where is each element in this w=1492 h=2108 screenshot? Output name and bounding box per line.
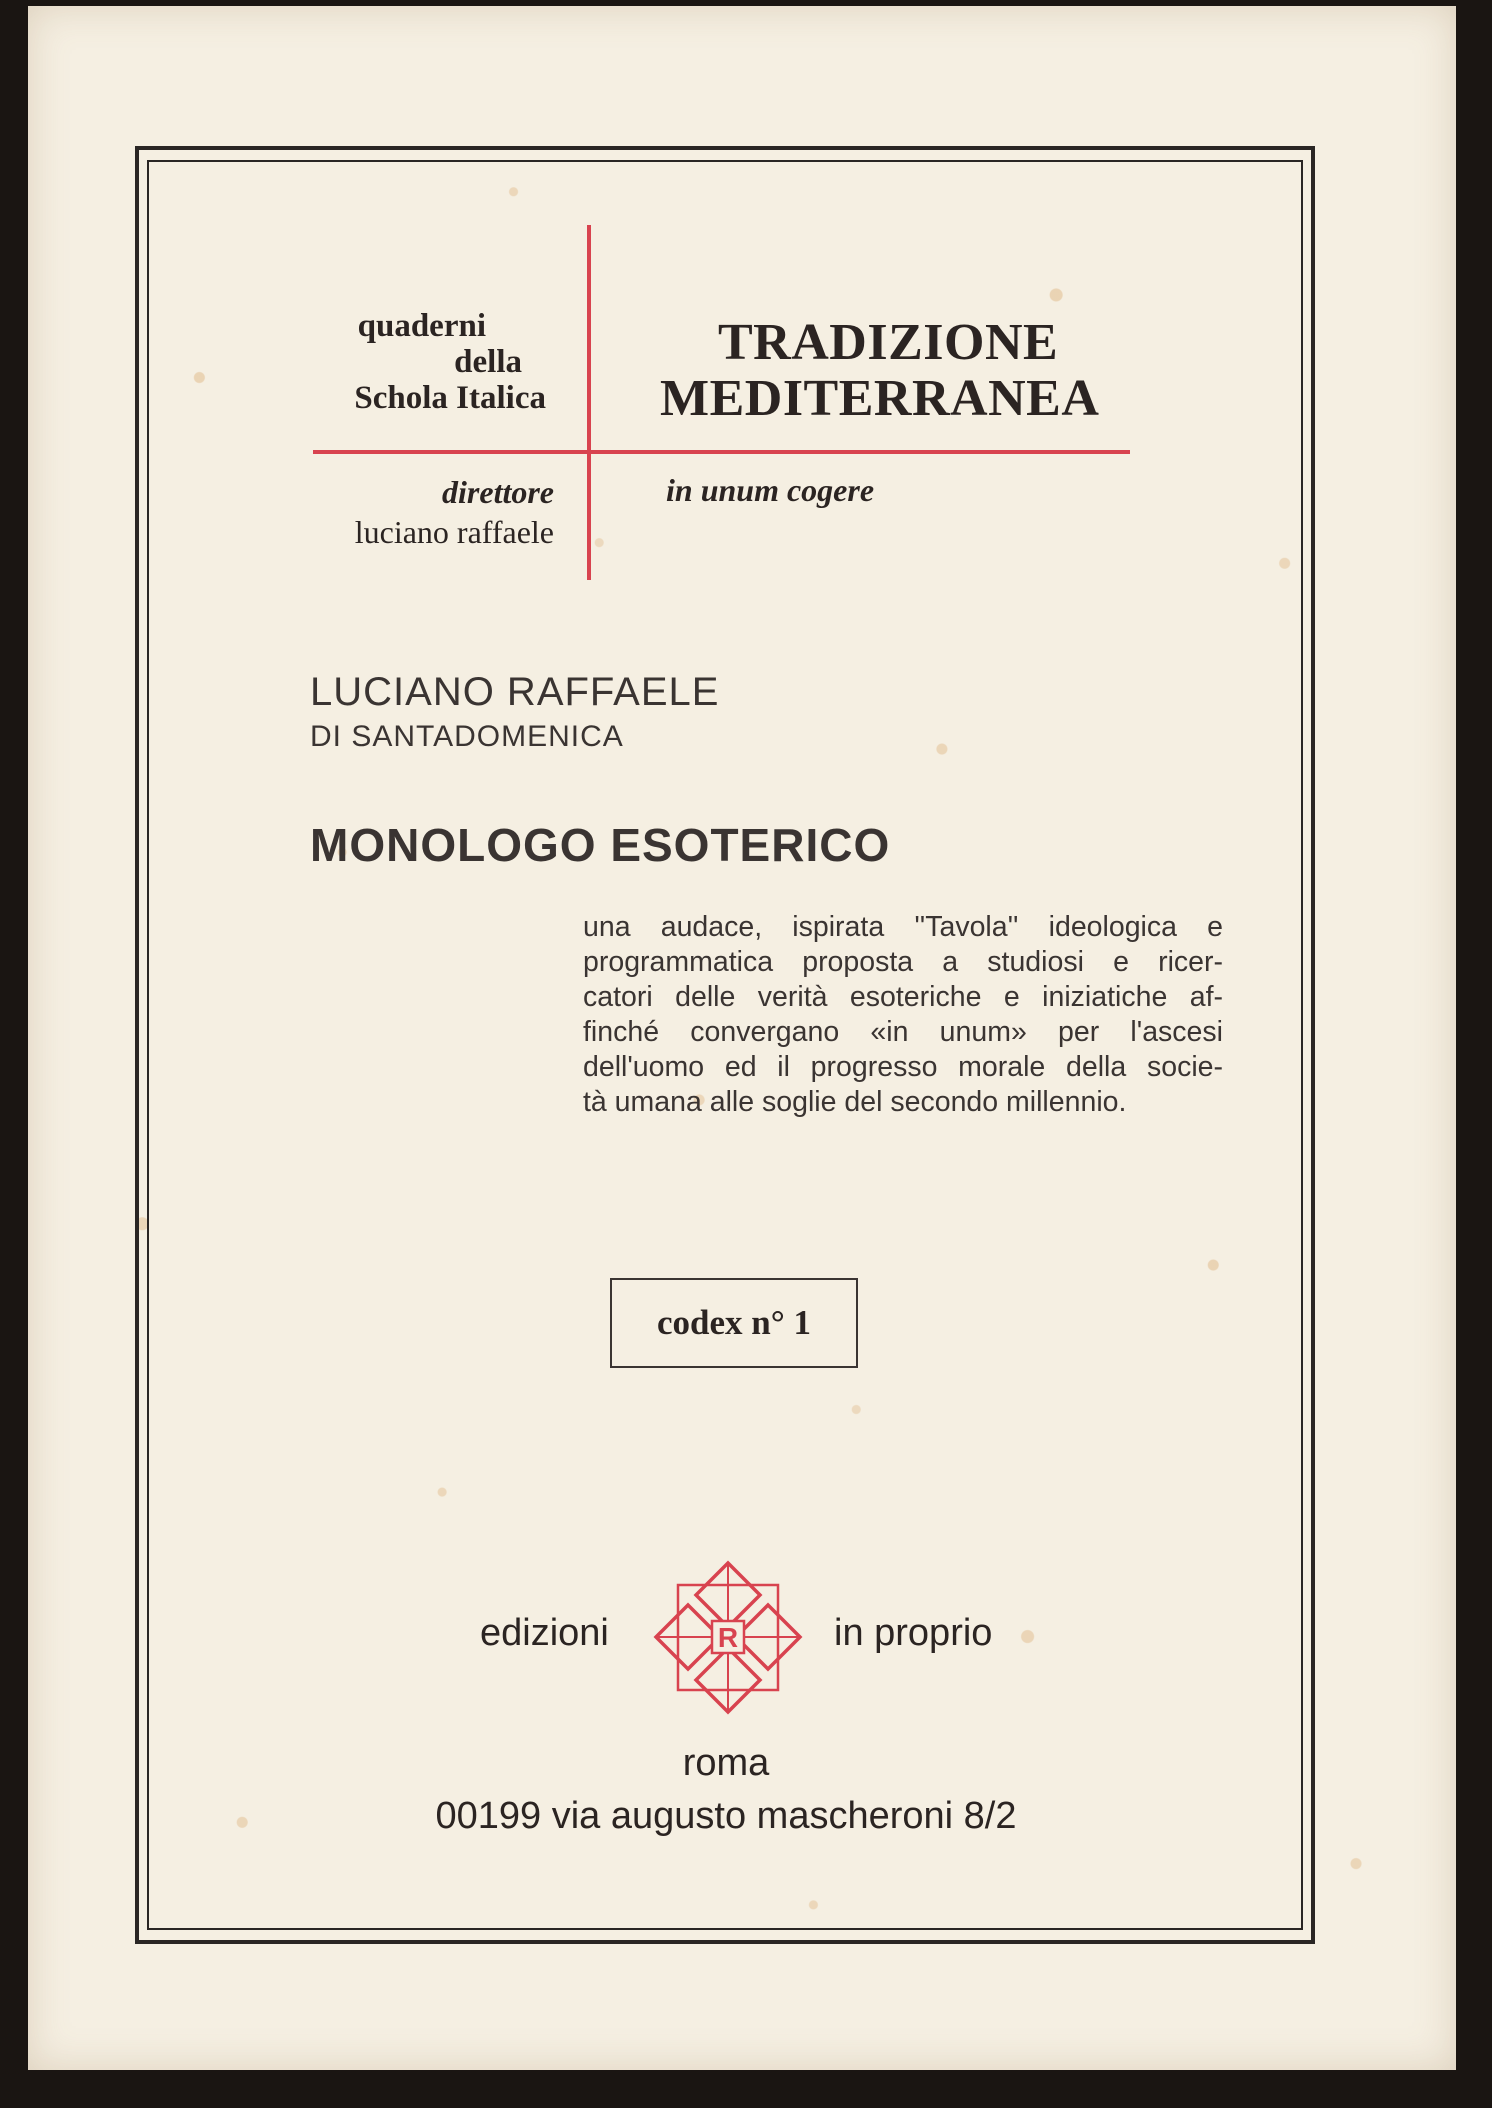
publisher-right-label: in proprio [834,1612,993,1654]
series-line-2: della [454,344,522,380]
publisher-city: roma [682,1742,770,1784]
description-line: finché convergano «in unum» per l'ascesi [583,1016,1223,1048]
journal-title [660,315,1180,427]
author-origin: DI SANTADOMENICA [310,720,624,753]
director-role: direttore [442,474,554,510]
red-vertical-rule [587,225,591,580]
author-name: LUCIANO RAFFAELE [310,670,720,714]
book-title: MONOLOGO ESOTERICO [310,819,891,871]
director-name: luciano raffaele [354,514,554,550]
series-line-1: quaderni [357,308,486,344]
description-line: tà umana alle soglie del secondo millennio. [583,1086,1127,1118]
journal-motto: in unum cogere [666,472,875,508]
codex-box: codex n° 1 [610,1278,858,1368]
description-line: dell'uomo ed il progresso morale della socie- [583,1051,1223,1083]
series-line-3: Schola Italica [354,380,546,416]
series-name [310,308,546,416]
journal-title-line-2: MEDITERRANEA [660,370,1100,427]
description-line: programmatica proposta a studiosi e ricer- [583,946,1223,978]
description-line: catori delle verità esoteriche e iniziatiche af- [583,981,1223,1013]
publisher-left-label: edizioni [480,1612,609,1654]
publisher-logo-icon [648,1555,808,1720]
description-line: una audace, ispirata ''Tavola'' ideologica e [583,911,1223,943]
red-horizontal-rule [313,450,1130,454]
logo-letter: R [717,1622,739,1653]
book-description [583,910,1223,1120]
publisher-address: 00199 via augusto mascheroni 8/2 [435,1795,1017,1837]
director-block [310,472,554,552]
journal-title-line-1: TRADIZIONE [718,314,1059,371]
